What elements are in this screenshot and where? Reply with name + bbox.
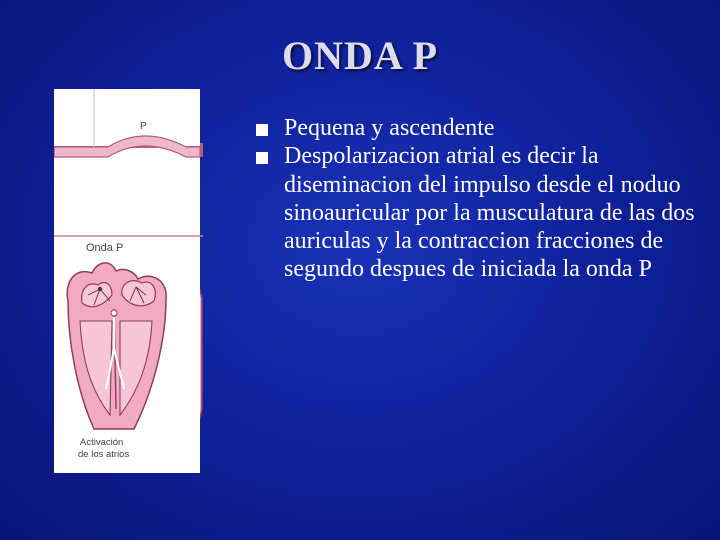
heart-diagram-drawing bbox=[54, 89, 200, 473]
section-label: Onda P bbox=[86, 242, 124, 254]
bullet-text: Pequena y ascendente bbox=[284, 115, 495, 141]
bullet-text: Despolarizacion atrial es decir la diseminacion del impulso desde el noduo sinoauricular por la musculatura de las dos auriculas y la contraccion fracciones de segundo despues de iniciada la onda P bbox=[284, 143, 695, 283]
heart-diagram bbox=[54, 89, 200, 473]
list-item bbox=[256, 114, 696, 142]
heart-diagram-edge bbox=[200, 89, 203, 473]
square-bullet-icon bbox=[256, 124, 268, 136]
heart-icon bbox=[67, 263, 166, 429]
caption-line-2: de los atrios bbox=[78, 449, 130, 460]
bullet-list bbox=[256, 114, 696, 284]
p-wave-strip bbox=[54, 89, 200, 157]
wave-label: P bbox=[140, 121, 147, 132]
slide-title: ONDA P bbox=[282, 33, 438, 78]
caption-line-1: Activación bbox=[80, 437, 124, 448]
square-bullet-icon bbox=[256, 152, 268, 164]
list-item bbox=[256, 142, 696, 283]
